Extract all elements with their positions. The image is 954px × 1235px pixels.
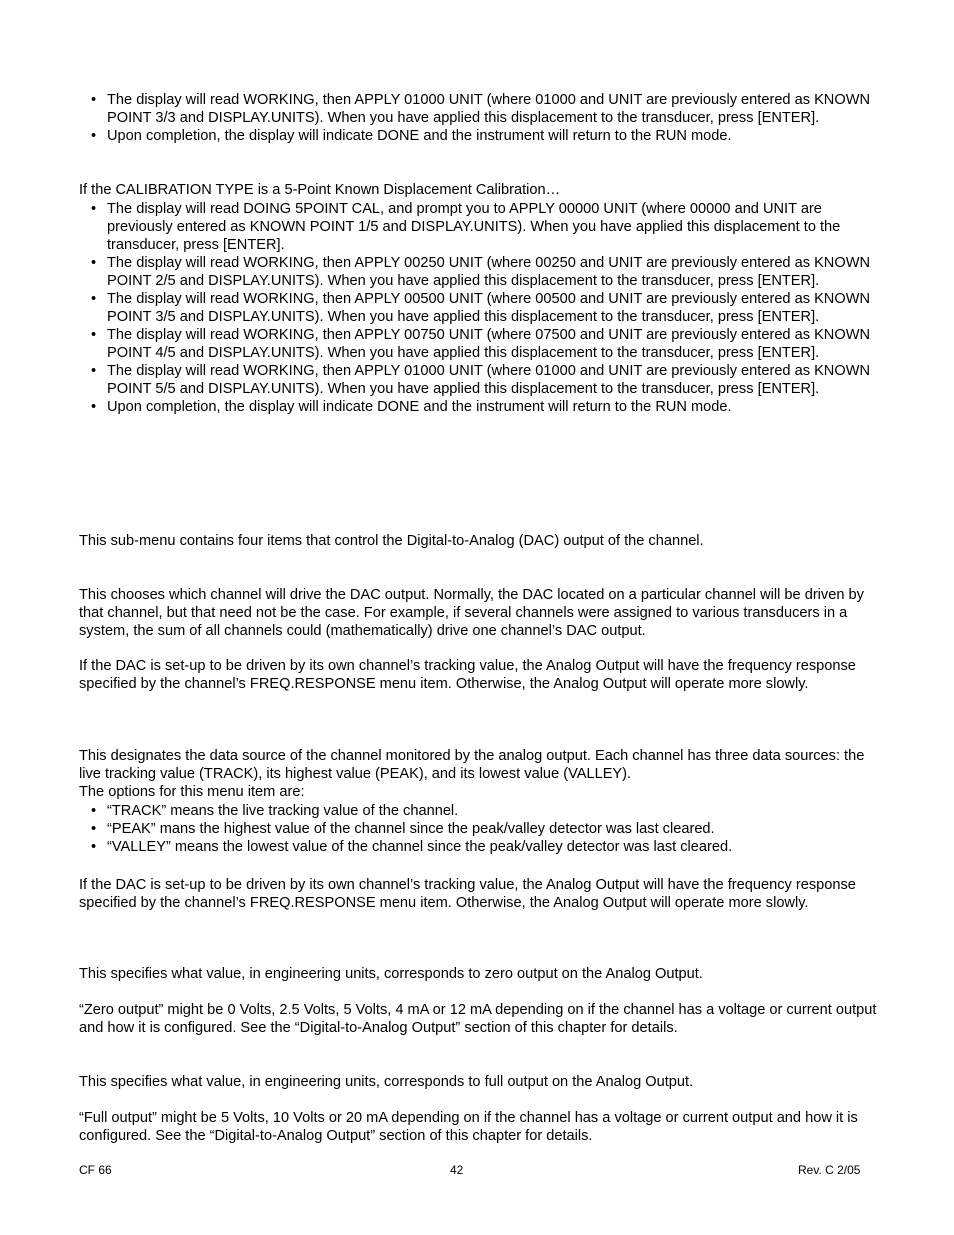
five-point-steps [0, 200, 877, 416]
list-item: • Upon completion, the display will indicate DONE and the instrument will return to the RUN mode. [0, 398, 877, 416]
list-item: • “VALLEY” means the lowest value of the channel since the peak/valley detector was last cleared. [0, 838, 877, 856]
footer-revision: Rev. C 2/05 [798, 1163, 861, 1177]
known-point-3-3-steps [0, 91, 877, 145]
full-output-spec: This specifies what value, in engineering units, corresponds to full output on the Analog Output. [79, 1074, 694, 1090]
frequency-response-note: If the DAC is set-up to be driven by its own channel’s tracking value, the Analog Output will have the frequency response specified by the channel’s FREQ.RESPONSE menu item. Otherwise, the Analog Output will operate more slowly. [79, 658, 856, 692]
zero-output-spec: This specifies what value, in engineering units, corresponds to zero output on the Analog Output. [79, 966, 703, 982]
list-item: • Upon completion, the display will indicate DONE and the instrument will return to the RUN mode. [0, 127, 877, 145]
zero-output-description: “Zero output” might be 0 Volts, 2.5 Volts, 5 Volts, 4 mA or 12 mA depending on if the channel has a voltage or current output and how it is configured. See the “Digital-to-Analog Output” section of this chapter for details. [79, 1002, 877, 1036]
footer-doc-id: CF 66 [79, 1163, 112, 1177]
footer-page-number: 42 [450, 1163, 464, 1177]
full-output-description: “Full output” might be 5 Volts, 10 Volts or 20 mA depending on if the channel has a voltage or current output and how it is configured. See the “Digital-to-Analog Output” section of this chapter for details. [79, 1110, 858, 1144]
list-item: • “TRACK” means the live tracking value of the channel. [0, 802, 877, 820]
data-source-description: This designates the data source of the channel monitored by the analog output. Each channel has three data sources: the live tracking value (TRACK), its highest value (PEAK), and its lowest value (VALLEY). [79, 748, 865, 782]
list-item: • The display will read WORKING, then APPLY 00750 UNIT (where 07500 and UNIT are previously entered as KNOWN POINT 4/5 and DISPLAY.UNITS). When you have applied this displacement to the transducer, press [ENTER]. [0, 326, 877, 362]
list-item: • The display will read WORKING, then APPLY 00500 UNIT (where 00500 and UNIT are previously entered as KNOWN POINT 3/5 and DISPLAY.UNITS). When you have applied this displacement to the transducer, press [ENTER]. [0, 290, 877, 326]
dac-submenu-intro: This sub-menu contains four items that control the Digital-to-Analog (DAC) output of the channel. [79, 533, 704, 549]
frequency-response-note: If the DAC is set-up to be driven by its own channel’s tracking value, the Analog Output will have the frequency response specified by the channel’s FREQ.RESPONSE menu item. Otherwise, the Analog Output will operate more slowly. [79, 877, 856, 911]
data-source-options [0, 802, 877, 856]
dac-channel-description: This chooses which channel will drive the DAC output. Normally, the DAC located on a particular channel will be driven by that channel, but that need not be the case. For example, if several channels were assigned to various transducers in a system, the sum of all channels could (mathematically) drive one channel’s DAC output. [79, 587, 864, 639]
five-point-intro: If the CALIBRATION TYPE is a 5-Point Known Displacement Calibration… [79, 182, 561, 198]
list-item: • “PEAK” mans the highest value of the channel since the peak/valley detector was last cleared. [0, 820, 877, 838]
list-item: • The display will read WORKING, then APPLY 01000 UNIT (where 01000 and UNIT are previously entered as KNOWN POINT 5/5 and DISPLAY.UNITS). When you have applied this displacement to the transducer, press [ENTER]. [0, 362, 877, 398]
list-item: • The display will read WORKING, then APPLY 01000 UNIT (where 01000 and UNIT are previously entered as KNOWN POINT 3/3 and DISPLAY.UNITS). When you have applied this displacement to the transducer, press [ENTER]. [0, 91, 877, 127]
list-item: • The display will read DOING 5POINT CAL, and prompt you to APPLY 00000 UNIT (where 00000 and UNIT are previously entered as KNOWN POINT 1/5 and DISPLAY.UNITS). When you have applied this displacement to the transducer, press [ENTER]. [0, 200, 877, 254]
options-intro: The options for this menu item are: [79, 784, 305, 800]
list-item: • The display will read WORKING, then APPLY 00250 UNIT (where 00250 and UNIT are previously entered as KNOWN POINT 2/5 and DISPLAY.UNITS). When you have applied this displacement to the transducer, press [ENTER]. [0, 254, 877, 290]
